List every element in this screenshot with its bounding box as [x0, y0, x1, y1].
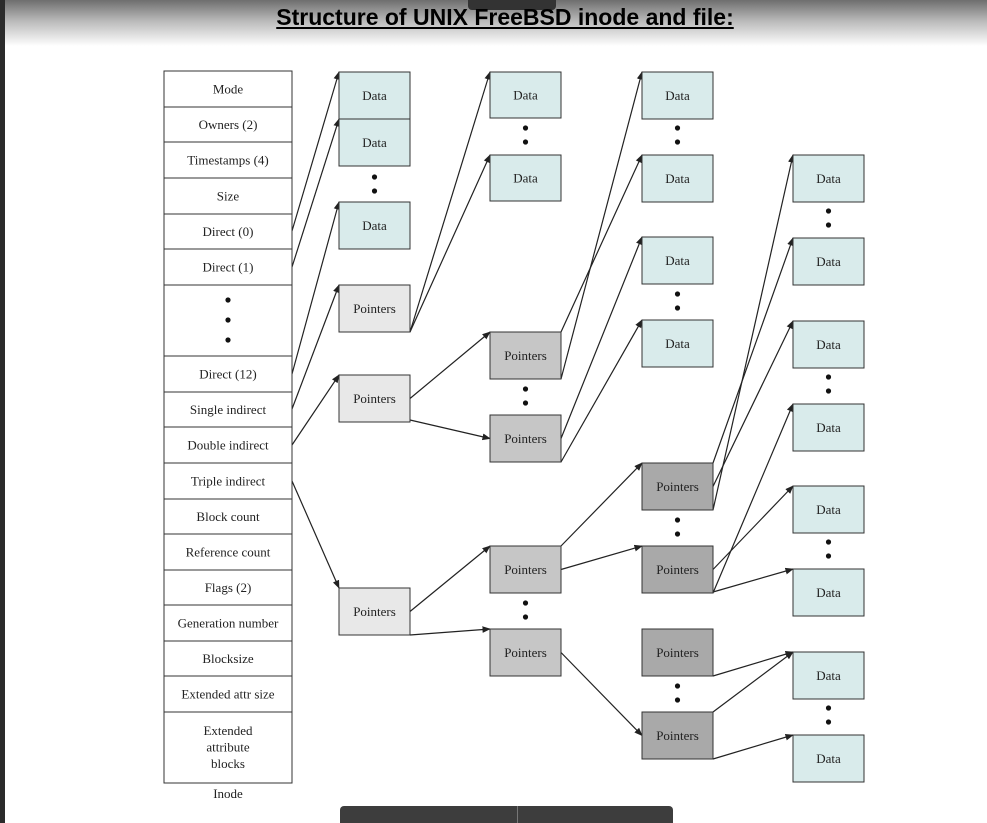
arrow-c1p3-c2p3: [410, 546, 490, 612]
pointers-label-c1p1: Pointers: [353, 301, 396, 316]
inode-field-direct12: Direct (12): [199, 366, 257, 382]
data-label-c4d4: Data: [816, 420, 841, 435]
c3-ellipsis-top-dot: [675, 139, 680, 144]
data-label-c3d4: Data: [665, 336, 690, 351]
data-label-c4d8: Data: [816, 751, 841, 766]
c2-ellipsis-low-dot: [523, 600, 528, 605]
arrow-c3p3-c4d7: [713, 652, 793, 676]
inode-field-double: Double indirect: [187, 437, 269, 453]
inode-field-ext-attr-blocks-2: attribute: [206, 739, 250, 755]
inode-field-ext-attr-size: Extended attr size: [181, 686, 275, 702]
pointers-label-c3p3: Pointers: [656, 645, 699, 660]
data-label-c4d6: Data: [816, 585, 841, 600]
pointers-label-c2p2: Pointers: [504, 431, 547, 446]
inode-ellipsis-dot: [225, 337, 230, 342]
data-label-c4d2: Data: [816, 254, 841, 269]
c1-ellipsis-dot: [372, 174, 377, 179]
arrow-c2p4-c3p4: [561, 653, 642, 736]
pointers-label-c1p3: Pointers: [353, 604, 396, 619]
data-label-c2d1: Data: [513, 87, 538, 103]
inode-field-block-count: Block count: [196, 509, 260, 524]
data-label-c3d3: Data: [665, 253, 690, 268]
c4-ellipsis-1-dot: [826, 208, 831, 213]
arrow-c2p2-c3d4: [561, 320, 642, 462]
arrow-double-indirect: [292, 375, 339, 445]
data-label-c1d3: Data: [362, 218, 387, 233]
inode-field-triple: Triple indirect: [190, 473, 266, 489]
data-label-c3d1: Data: [665, 88, 690, 103]
data-label-c1d1: Data: [362, 88, 387, 103]
arrow-c3p1-c4d1: [713, 155, 793, 510]
inode-field-single: Single indirect: [189, 402, 267, 417]
c4-ellipsis-4-dot: [826, 719, 831, 724]
arrow-c1p2-c2p2: [410, 420, 490, 439]
inode-caption: Inode: [213, 786, 243, 801]
c2-ellipsis-top-dot: [523, 139, 528, 144]
inode-field-ext-attr-blocks-1: Extended: [203, 723, 253, 738]
inode-field-owners: Owners (2): [198, 117, 258, 132]
data-label-c4d7: Data: [816, 668, 841, 683]
pointers-label-c3p4: Pointers: [656, 728, 699, 743]
c2-ellipsis-top-dot: [523, 125, 528, 130]
c4-ellipsis-3-dot: [826, 539, 831, 544]
pointers-label-c3p2: Pointers: [656, 562, 699, 577]
inode-field-direct1: Direct (1): [202, 259, 254, 275]
c4-ellipsis-2-dot: [826, 388, 831, 393]
arrow-c2p1-c3d2: [561, 155, 642, 332]
arrow-c2p3-c3p2: [561, 546, 642, 570]
c3-ellipsis-top-dot: [675, 125, 680, 130]
c1-ellipsis-dot: [372, 188, 377, 193]
arrow-c1p1-c2d1: [410, 72, 490, 332]
inode-field-mode: Mode: [212, 81, 244, 97]
inode-field-direct0: Direct (0): [202, 224, 254, 239]
data-label-c3d2: Data: [665, 171, 690, 186]
c4-ellipsis-4-dot: [826, 705, 831, 710]
c4-ellipsis-2-dot: [826, 374, 831, 379]
data-label-c4d5: Data: [816, 502, 841, 517]
c3-ellipsis-mid-dot: [675, 291, 680, 296]
inode-field-flags: Flags (2): [204, 580, 252, 595]
c2-ellipsis-low-dot: [523, 614, 528, 619]
arrow-c1p3-c2p4: [410, 629, 490, 635]
inode-field-ext-attr-blocks-3: blocks: [211, 756, 245, 771]
pointers-label-c2p1: Pointers: [504, 348, 547, 363]
arrow-direct1: [292, 119, 339, 267]
arrow-c3p1-c4d2: [713, 238, 793, 463]
inode-field-size: Size: [216, 188, 240, 204]
inode-field-blocksize: Blocksize: [202, 651, 254, 666]
c3-ellipsis-mid-dot: [675, 305, 680, 310]
inode-field-gen-number: Generation number: [177, 615, 279, 631]
pointers-label-c2p3: Pointers: [504, 562, 547, 577]
arrow-direct0: [292, 72, 339, 231]
inode-field-ref-count: Reference count: [185, 544, 271, 560]
arrow-c1p1-c2d2: [410, 155, 490, 332]
c2-ellipsis-mid-dot: [523, 400, 528, 405]
bottom-toolbar-divider: [517, 806, 518, 823]
pointers-label-c2p4: Pointers: [504, 645, 547, 660]
arrow-c2p1-c3d1: [561, 72, 642, 379]
pointers-label-c1p2: Pointers: [353, 391, 396, 406]
data-label-c4d3: Data: [816, 337, 841, 352]
c2-ellipsis-mid-dot: [523, 386, 528, 391]
c4-ellipsis-1-dot: [826, 222, 831, 227]
pointers-label-c3p1: Pointers: [656, 479, 699, 494]
c3-ellipsis-low-dot: [675, 683, 680, 688]
arrow-c2p3-c3p1: [561, 463, 642, 546]
c3-ellipsis-p-dot: [675, 517, 680, 522]
arrow-triple-indirect: [292, 481, 339, 588]
c4-ellipsis-3-dot: [826, 553, 831, 558]
c3-ellipsis-p-dot: [675, 531, 680, 536]
page-title: Structure of UNIX FreeBSD inode and file:: [276, 4, 734, 30]
c3-ellipsis-low-dot: [675, 697, 680, 702]
data-label-c1d2: Data: [362, 135, 387, 150]
bottom-toolbar[interactable]: [340, 806, 673, 823]
arrow-c2p2-c3d3: [561, 237, 642, 439]
data-label-c4d1: Data: [816, 171, 841, 186]
arrow-c3p4-c4d7: [713, 652, 793, 712]
inode-ellipsis-dot: [225, 297, 230, 302]
arrow-c3p2-c4d6: [713, 569, 793, 592]
inode-field-timestamps: Timestamps (4): [187, 152, 269, 168]
arrow-c1p2-c2p1: [410, 332, 490, 399]
data-label-c2d2: Data: [513, 170, 538, 186]
inode-ellipsis-dot: [225, 317, 230, 322]
arrow-c3p1-c4d3: [713, 321, 793, 487]
arrow-c3p4-c4d8: [713, 735, 793, 759]
